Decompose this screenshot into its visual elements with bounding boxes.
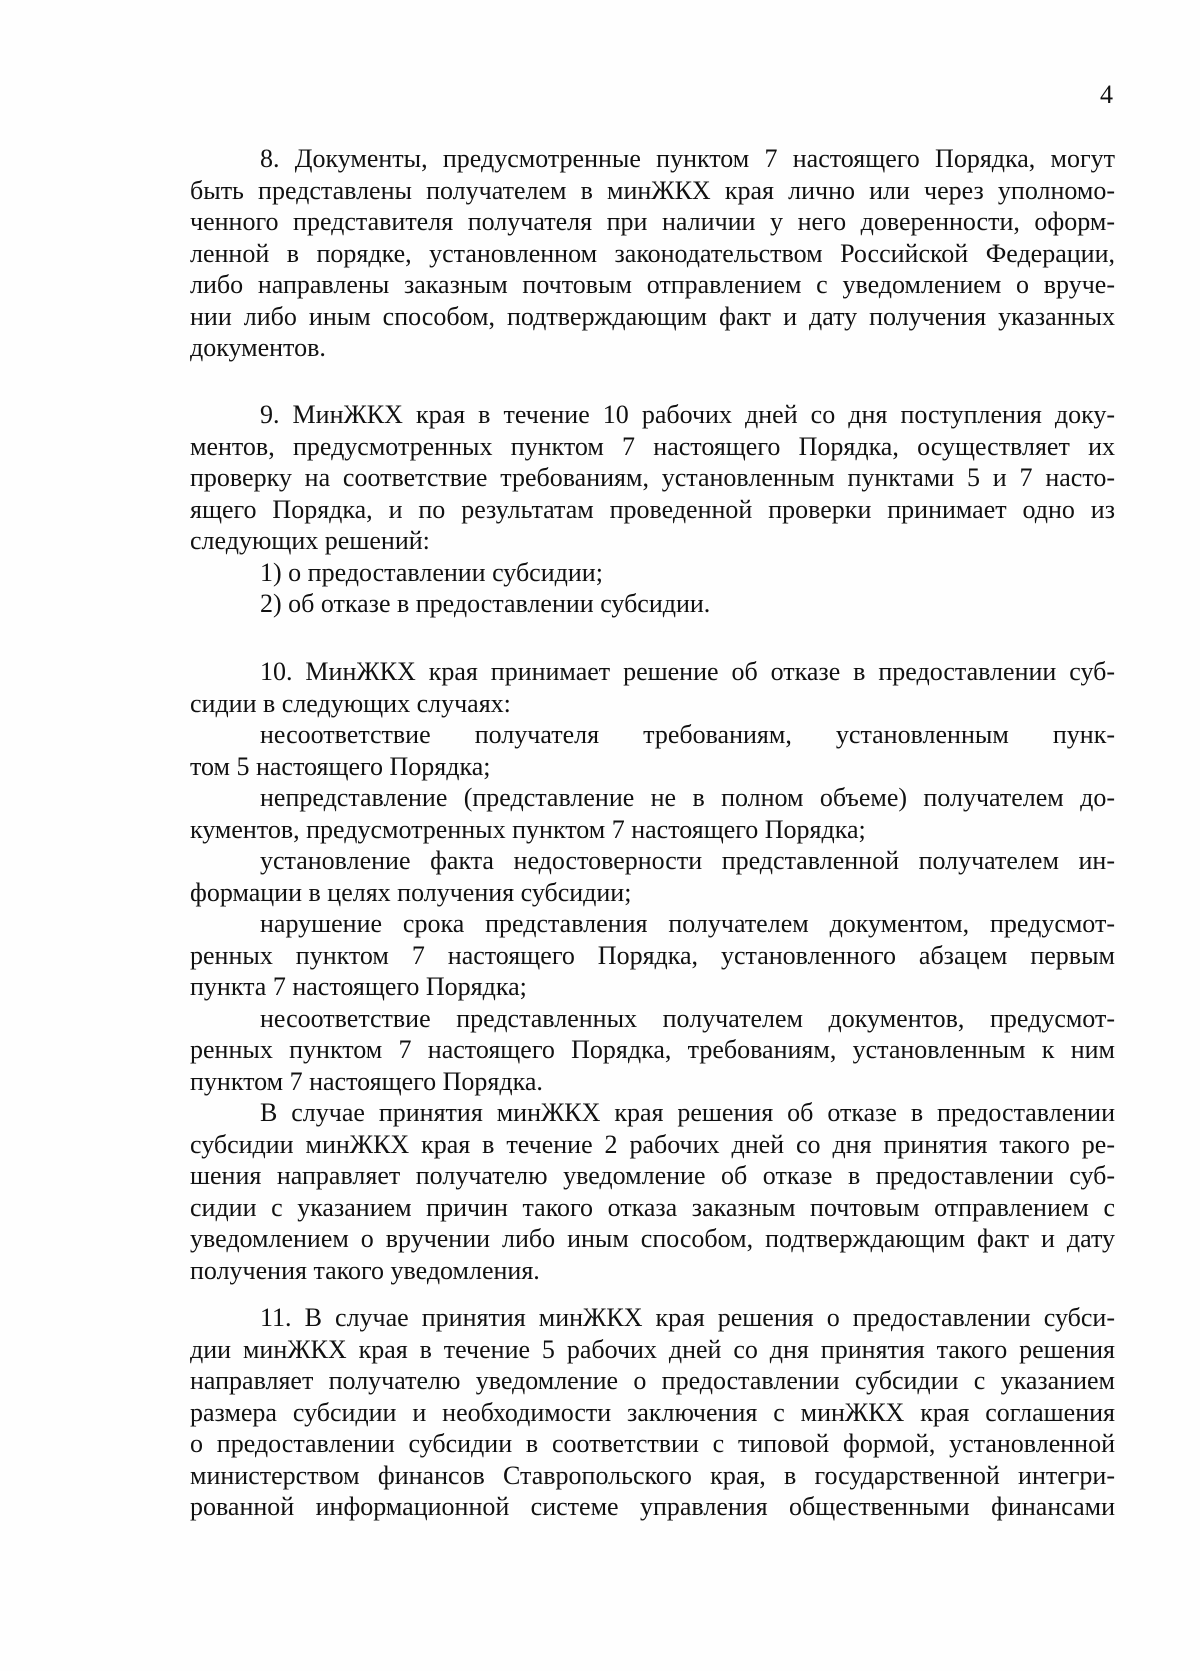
page-number: 4 <box>1100 80 1113 109</box>
paragraph-line: ренных пунктом 7 настоящего Порядка, установленного абзацем первым <box>190 940 1115 970</box>
paragraph-line: 9. МинЖКХ края в течение 10 рабочих дней со дня поступления доку- <box>260 400 1115 429</box>
paragraph-line: либо направлены заказным почтовым отправлением с уведомлением о вруче- <box>190 270 1115 299</box>
paragraph-line: нарушение срока представления получателем документом, предусмот- <box>260 909 1115 938</box>
paragraph-line: уведомлением о вручении либо иным способом, подтверждающим факт и дату <box>190 1224 1115 1253</box>
paragraph-line: ментов, предусмотренных пунктом 7 настоящего Порядка, осуществляет их <box>190 431 1115 461</box>
list-item: 1) о предоставлении субсидии; <box>260 557 603 587</box>
paragraph-line: субсидии минЖКХ края в течение 2 рабочих дней со дня принятия такого ре- <box>190 1129 1115 1159</box>
paragraph-line: ренных пунктом 7 настоящего Порядка, требованиям, установленным к ним <box>190 1035 1115 1064</box>
paragraph-line: нии либо иным способом, подтверждающим факт и дату получения указанных <box>190 301 1115 331</box>
paragraph-line: 8. Документы, предусмотренные пунктом 7 настоящего Порядка, могут <box>260 144 1115 173</box>
paragraph-line: ящего Порядка, и по результатам проведенной проверки принимает одно из <box>190 494 1115 524</box>
paragraph-line: дии минЖКХ края в течение 5 рабочих дней со дня принятия такого решения <box>190 1334 1115 1364</box>
paragraph-line: проверку на соответствие требованиям, установленным пунктами 5 и 7 насто- <box>190 463 1115 492</box>
list-item: 2) об отказе в предоставлении субсидии. <box>260 589 711 618</box>
paragraph-line: быть представлены получателем в минЖКХ края лично или через уполномо- <box>190 175 1115 205</box>
paragraph-line: сидии в следующих случаях: <box>190 688 511 718</box>
paragraph-line: направляет получателю уведомление о предоставлении субсидии с указанием <box>190 1366 1115 1395</box>
paragraph-line: сидии с указанием причин такого отказа заказным почтовым отправлением с <box>190 1192 1115 1222</box>
paragraph-10 <box>190 656 1115 1286</box>
paragraph-line: 10. МинЖКХ края принимает решение об отказе в предоставлении суб- <box>260 657 1115 686</box>
paragraph-line: кументов, предусмотренных пунктом 7 настоящего Порядка; <box>190 814 866 844</box>
paragraph-line: пунктом 7 настоящего Порядка. <box>190 1066 543 1096</box>
paragraph-line: несоответствие получателя требованиям, установленным пунк- <box>260 720 1115 749</box>
paragraph-line: ленной в порядке, установленном законодательством Российской Федерации, <box>190 238 1115 268</box>
paragraph-line: 11. В случае принятия минЖКХ края решения о предоставлении субси- <box>260 1303 1115 1332</box>
paragraph-line: формации в целях получения субсидии; <box>190 877 632 907</box>
paragraph-11 <box>190 1302 1115 1523</box>
paragraph-line: том 5 настоящего Порядка; <box>190 751 491 781</box>
paragraph-line: несоответствие представленных получателем документов, предусмот- <box>260 1003 1115 1033</box>
paragraph-line: шения направляет получателю уведомление об отказе в предоставлении суб- <box>190 1161 1115 1190</box>
paragraph-line: установление факта недостоверности представленной получателем ин- <box>260 846 1115 875</box>
paragraph-line: ченного представителя получателя при наличии у него доверенности, оформ- <box>190 207 1115 236</box>
paragraph-line: В случае принятия минЖКХ края решения об отказе в предоставлении <box>260 1098 1115 1127</box>
paragraph-line: министерством финансов Ставропольского края, в государственной интегри- <box>190 1460 1115 1490</box>
paragraph-line: о предоставлении субсидии в соответствии с типовой формой, установленной <box>190 1429 1115 1458</box>
paragraph-line: следующих решений: <box>190 526 430 555</box>
paragraph-9 <box>190 399 1115 620</box>
paragraph-8 <box>190 143 1115 364</box>
paragraph-line: пункта 7 настоящего Порядка; <box>190 972 527 1001</box>
paragraph-line: непредставление (представление не в полном объеме) получателем до- <box>260 783 1115 812</box>
paragraph-line: размера субсидии и необходимости заключения с минЖКХ края соглашения <box>190 1397 1115 1427</box>
paragraph-line: рованной информационной системе управления общественными финансами <box>190 1492 1115 1521</box>
paragraph-line: получения такого уведомления. <box>190 1255 540 1285</box>
paragraph-line: документов. <box>190 333 326 362</box>
